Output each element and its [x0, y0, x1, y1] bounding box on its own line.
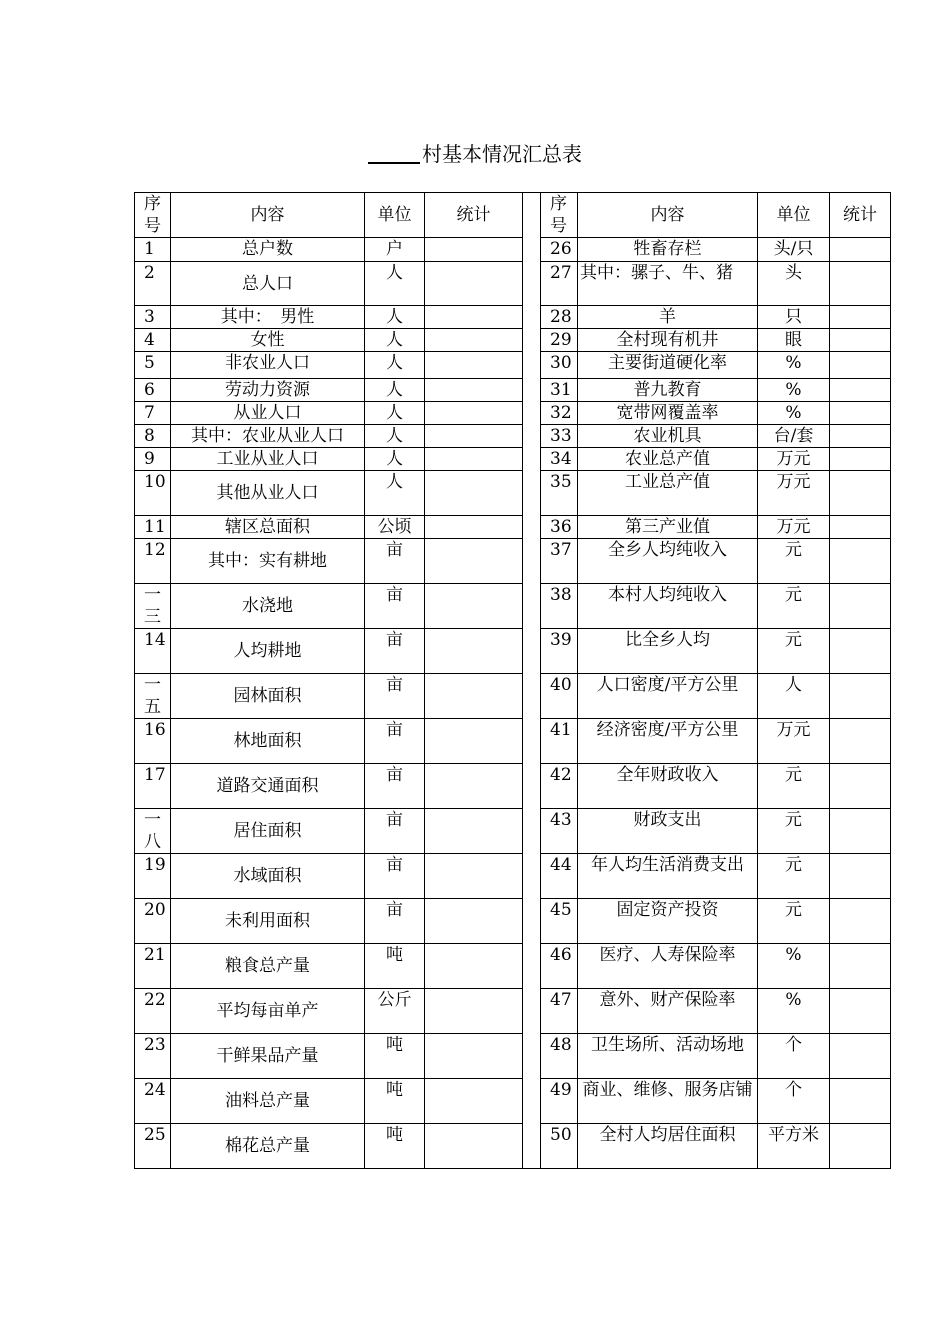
table-row	[135, 379, 891, 402]
row-unit-right: 头	[758, 262, 830, 306]
row-unit: 公斤	[365, 989, 425, 1034]
row-seq-right: 47	[541, 989, 578, 1034]
row-stat-cell[interactable]	[425, 719, 523, 764]
row-unit: 亩	[365, 764, 425, 809]
row-content-right: 牲畜存栏	[578, 238, 758, 262]
row-unit: 人	[365, 425, 425, 448]
header-content-right: 内容	[578, 193, 758, 238]
row-content-right: 比全乡人均	[578, 629, 758, 674]
row-stat-cell[interactable]	[425, 471, 523, 516]
table-row	[135, 448, 891, 471]
row-seq-right: 42	[541, 764, 578, 809]
row-seq-right: 36	[541, 516, 578, 539]
row-unit-right: 元	[758, 809, 830, 854]
row-seq: 16	[135, 719, 171, 764]
row-content-right: 工业总产值	[578, 471, 758, 516]
row-stat-cell-right[interactable]	[830, 448, 891, 471]
row-content: 其中：农业从业人口	[171, 425, 365, 448]
row-stat-cell-right[interactable]	[830, 989, 891, 1034]
row-unit: 人	[365, 262, 425, 306]
row-stat-cell-right[interactable]	[830, 352, 891, 379]
table-body	[135, 193, 891, 1169]
row-stat-cell-right[interactable]	[830, 764, 891, 809]
row-seq-right: 29	[541, 329, 578, 352]
row-stat-cell-right[interactable]	[830, 629, 891, 674]
row-stat-cell-right[interactable]	[830, 471, 891, 516]
table-row	[135, 425, 891, 448]
row-unit: 吨	[365, 944, 425, 989]
row-content-right: 财政支出	[578, 809, 758, 854]
row-stat-cell-right[interactable]	[830, 584, 891, 629]
row-content-right: 主要街道硬化率	[578, 352, 758, 379]
table-row	[135, 352, 891, 379]
table-row	[135, 629, 891, 674]
row-unit-right: 万元	[758, 448, 830, 471]
row-unit-right: 个	[758, 1079, 830, 1124]
row-content: 人均耕地	[171, 629, 365, 674]
table-row	[135, 516, 891, 539]
table-row	[135, 1034, 891, 1079]
row-content: 园林面积	[171, 674, 365, 719]
table-row	[135, 764, 891, 809]
row-content: 平均每亩单产	[171, 989, 365, 1034]
row-unit: 亩	[365, 854, 425, 899]
row-content-right: 农业机具	[578, 425, 758, 448]
row-stat-cell[interactable]	[425, 629, 523, 674]
header-seq: 序号	[135, 193, 171, 238]
row-seq-right: 27	[541, 262, 578, 306]
table-row	[135, 854, 891, 899]
row-stat-cell-right[interactable]	[830, 1124, 891, 1169]
row-unit: 人	[365, 448, 425, 471]
row-seq: 17	[135, 764, 171, 809]
header-seq-right: 序号	[541, 193, 578, 238]
header-unit-right: 单位	[758, 193, 830, 238]
row-stat-cell-right[interactable]	[830, 539, 891, 584]
row-content: 水浇地	[171, 584, 365, 629]
row-stat-cell[interactable]	[425, 1079, 523, 1124]
header-row	[135, 193, 891, 238]
row-seq: 25	[135, 1124, 171, 1169]
row-content-right: 羊	[578, 306, 758, 329]
title-text: 村基本情况汇总表	[422, 142, 582, 166]
row-content-right: 医疗、人寿保险率	[578, 944, 758, 989]
row-seq: 2	[135, 262, 171, 306]
table-row	[135, 989, 891, 1034]
row-unit-right: 只	[758, 306, 830, 329]
row-seq-right: 33	[541, 425, 578, 448]
row-content: 从业人口	[171, 402, 365, 425]
row-unit: 亩	[365, 719, 425, 764]
row-stat-cell-right[interactable]	[830, 238, 891, 262]
row-stat-cell-right[interactable]	[830, 306, 891, 329]
row-seq: 5	[135, 352, 171, 379]
row-stat-cell[interactable]	[425, 854, 523, 899]
table-row	[135, 719, 891, 764]
row-content: 其中： 男性	[171, 306, 365, 329]
row-seq: 14	[135, 629, 171, 674]
row-content-right: 全年财政收入	[578, 764, 758, 809]
row-content-right: 全村人均居住面积	[578, 1124, 758, 1169]
row-content-right: 年人均生活消费支出	[578, 854, 758, 899]
table-row	[135, 1124, 891, 1169]
row-unit: 人	[365, 471, 425, 516]
row-stat-cell[interactable]	[425, 989, 523, 1034]
row-stat-cell[interactable]	[425, 1034, 523, 1079]
row-unit: 户	[365, 238, 425, 262]
row-seq: 20	[135, 899, 171, 944]
header-unit: 单位	[365, 193, 425, 238]
row-seq-right: 48	[541, 1034, 578, 1079]
row-unit-right: 元	[758, 854, 830, 899]
row-seq-right: 38	[541, 584, 578, 629]
row-stat-cell[interactable]	[425, 448, 523, 471]
row-content-right: 意外、财产保险率	[578, 989, 758, 1034]
row-content: 总人口	[171, 262, 365, 306]
row-seq: 一八	[135, 809, 171, 854]
row-content: 总户数	[171, 238, 365, 262]
row-seq-right: 37	[541, 539, 578, 584]
row-content: 非农业人口	[171, 352, 365, 379]
row-seq-right: 35	[541, 471, 578, 516]
row-unit-right: 元	[758, 764, 830, 809]
row-content-right: 全乡人均纯收入	[578, 539, 758, 584]
summary-table	[134, 192, 891, 1169]
row-stat-cell-right[interactable]	[830, 262, 891, 306]
row-stat-cell[interactable]	[425, 262, 523, 306]
row-seq: 19	[135, 854, 171, 899]
row-seq: 9	[135, 448, 171, 471]
row-unit-right: 头/只	[758, 238, 830, 262]
row-stat-cell-right[interactable]	[830, 899, 891, 944]
row-seq-right: 49	[541, 1079, 578, 1124]
row-content: 劳动力资源	[171, 379, 365, 402]
table-row	[135, 944, 891, 989]
row-content: 女性	[171, 329, 365, 352]
row-stat-cell[interactable]	[425, 674, 523, 719]
row-stat-cell[interactable]	[425, 379, 523, 402]
row-unit-right: 平方米	[758, 1124, 830, 1169]
row-content: 居住面积	[171, 809, 365, 854]
row-seq-right: 45	[541, 899, 578, 944]
row-unit: 亩	[365, 584, 425, 629]
row-stat-cell[interactable]	[425, 584, 523, 629]
row-seq-right: 34	[541, 448, 578, 471]
row-seq-right: 32	[541, 402, 578, 425]
row-unit: 亩	[365, 629, 425, 674]
row-content: 其他从业人口	[171, 471, 365, 516]
row-seq-right: 40	[541, 674, 578, 719]
row-unit-right: 元	[758, 539, 830, 584]
table-row	[135, 539, 891, 584]
row-stat-cell[interactable]	[425, 899, 523, 944]
table-row	[135, 262, 891, 306]
row-stat-cell[interactable]	[425, 809, 523, 854]
row-seq-right: 26	[541, 238, 578, 262]
row-seq: 12	[135, 539, 171, 584]
row-unit: 人	[365, 352, 425, 379]
row-content-right: 卫生场所、活动场地	[578, 1034, 758, 1079]
row-seq-right: 30	[541, 352, 578, 379]
row-content-right: 全村现有机井	[578, 329, 758, 352]
row-stat-cell-right[interactable]	[830, 674, 891, 719]
row-stat-cell[interactable]	[425, 516, 523, 539]
table-row	[135, 329, 891, 352]
row-content-right: 人口密度/平方公里	[578, 674, 758, 719]
row-stat-cell-right[interactable]	[830, 944, 891, 989]
row-seq-right: 43	[541, 809, 578, 854]
row-unit-right: 个	[758, 1034, 830, 1079]
row-content-right: 农业总产值	[578, 448, 758, 471]
row-seq: 24	[135, 1079, 171, 1124]
row-unit-right: %	[758, 402, 830, 425]
row-unit: 吨	[365, 1124, 425, 1169]
row-seq-right: 46	[541, 944, 578, 989]
row-seq-right: 50	[541, 1124, 578, 1169]
row-content-right: 固定资产投资	[578, 899, 758, 944]
header-stat-right: 统计	[830, 193, 891, 238]
row-stat-cell-right[interactable]	[830, 719, 891, 764]
table-row	[135, 1079, 891, 1124]
row-content: 道路交通面积	[171, 764, 365, 809]
page-title	[0, 138, 950, 167]
row-content-right: 商业、维修、服务店铺	[578, 1079, 758, 1124]
row-unit-right: 万元	[758, 471, 830, 516]
row-stat-cell[interactable]	[425, 764, 523, 809]
row-content: 粮食总产量	[171, 944, 365, 989]
row-stat-cell-right[interactable]	[830, 1034, 891, 1079]
row-unit: 亩	[365, 809, 425, 854]
row-stat-cell[interactable]	[425, 329, 523, 352]
row-seq: 8	[135, 425, 171, 448]
row-unit-right: %	[758, 989, 830, 1034]
row-unit-right: 元	[758, 629, 830, 674]
row-unit: 亩	[365, 674, 425, 719]
row-unit: 公顷	[365, 516, 425, 539]
row-content: 辖区总面积	[171, 516, 365, 539]
row-seq: 10	[135, 471, 171, 516]
title-blank-line[interactable]	[368, 162, 420, 164]
row-stat-cell[interactable]	[425, 238, 523, 262]
row-unit-right: 元	[758, 584, 830, 629]
row-unit: 吨	[365, 1034, 425, 1079]
row-seq-right: 28	[541, 306, 578, 329]
table-row	[135, 402, 891, 425]
row-stat-cell[interactable]	[425, 944, 523, 989]
row-seq: 21	[135, 944, 171, 989]
row-seq: 7	[135, 402, 171, 425]
row-content: 未利用面积	[171, 899, 365, 944]
row-stat-cell-right[interactable]	[830, 379, 891, 402]
row-seq: 3	[135, 306, 171, 329]
row-unit-right: 元	[758, 899, 830, 944]
table-row	[135, 471, 891, 516]
row-seq-right: 31	[541, 379, 578, 402]
row-unit: 吨	[365, 1079, 425, 1124]
row-stat-cell-right[interactable]	[830, 329, 891, 352]
row-content: 棉花总产量	[171, 1124, 365, 1169]
row-seq: 22	[135, 989, 171, 1034]
row-unit-right: 眼	[758, 329, 830, 352]
table-row	[135, 584, 891, 629]
table-row	[135, 899, 891, 944]
row-unit-right: 台/套	[758, 425, 830, 448]
row-stat-cell[interactable]	[425, 539, 523, 584]
row-seq: 23	[135, 1034, 171, 1079]
header-content: 内容	[171, 193, 365, 238]
row-stat-cell-right[interactable]	[830, 1079, 891, 1124]
table-row	[135, 238, 891, 262]
row-content-right: 第三产业值	[578, 516, 758, 539]
row-content: 林地面积	[171, 719, 365, 764]
table-row	[135, 306, 891, 329]
row-stat-cell[interactable]	[425, 306, 523, 329]
row-unit: 人	[365, 379, 425, 402]
row-seq-right: 44	[541, 854, 578, 899]
row-seq: 4	[135, 329, 171, 352]
row-stat-cell-right[interactable]	[830, 809, 891, 854]
row-content-right: 其中：骡子、牛、猪	[578, 262, 758, 306]
row-seq: 6	[135, 379, 171, 402]
row-seq-right: 39	[541, 629, 578, 674]
row-seq: 11	[135, 516, 171, 539]
row-content-right: 宽带网覆盖率	[578, 402, 758, 425]
row-content: 水域面积	[171, 854, 365, 899]
row-content-right: 本村人均纯收入	[578, 584, 758, 629]
row-unit: 亩	[365, 539, 425, 584]
row-content: 其中：实有耕地	[171, 539, 365, 584]
row-unit-right: 人	[758, 674, 830, 719]
row-content: 油料总产量	[171, 1079, 365, 1124]
row-unit: 人	[365, 402, 425, 425]
row-stat-cell-right[interactable]	[830, 402, 891, 425]
row-stat-cell[interactable]	[425, 352, 523, 379]
header-stat: 统计	[425, 193, 523, 238]
row-unit: 亩	[365, 899, 425, 944]
row-seq: 一五	[135, 674, 171, 719]
row-content: 干鲜果品产量	[171, 1034, 365, 1079]
row-stat-cell-right[interactable]	[830, 425, 891, 448]
row-unit-right: 万元	[758, 516, 830, 539]
row-unit-right: %	[758, 379, 830, 402]
row-unit: 人	[365, 329, 425, 352]
row-stat-cell-right[interactable]	[830, 516, 891, 539]
row-unit-right: 万元	[758, 719, 830, 764]
row-stat-cell[interactable]	[425, 1124, 523, 1169]
table-row	[135, 809, 891, 854]
row-content: 工业从业人口	[171, 448, 365, 471]
row-stat-cell[interactable]	[425, 425, 523, 448]
row-unit-right: %	[758, 352, 830, 379]
row-seq-right: 41	[541, 719, 578, 764]
row-seq: 一三	[135, 584, 171, 629]
column-gap	[523, 193, 541, 1169]
row-seq: 1	[135, 238, 171, 262]
row-stat-cell[interactable]	[425, 402, 523, 425]
row-unit-right: %	[758, 944, 830, 989]
row-content-right: 普九教育	[578, 379, 758, 402]
row-stat-cell-right[interactable]	[830, 854, 891, 899]
table-row	[135, 674, 891, 719]
row-content-right: 经济密度/平方公里	[578, 719, 758, 764]
row-unit: 人	[365, 306, 425, 329]
